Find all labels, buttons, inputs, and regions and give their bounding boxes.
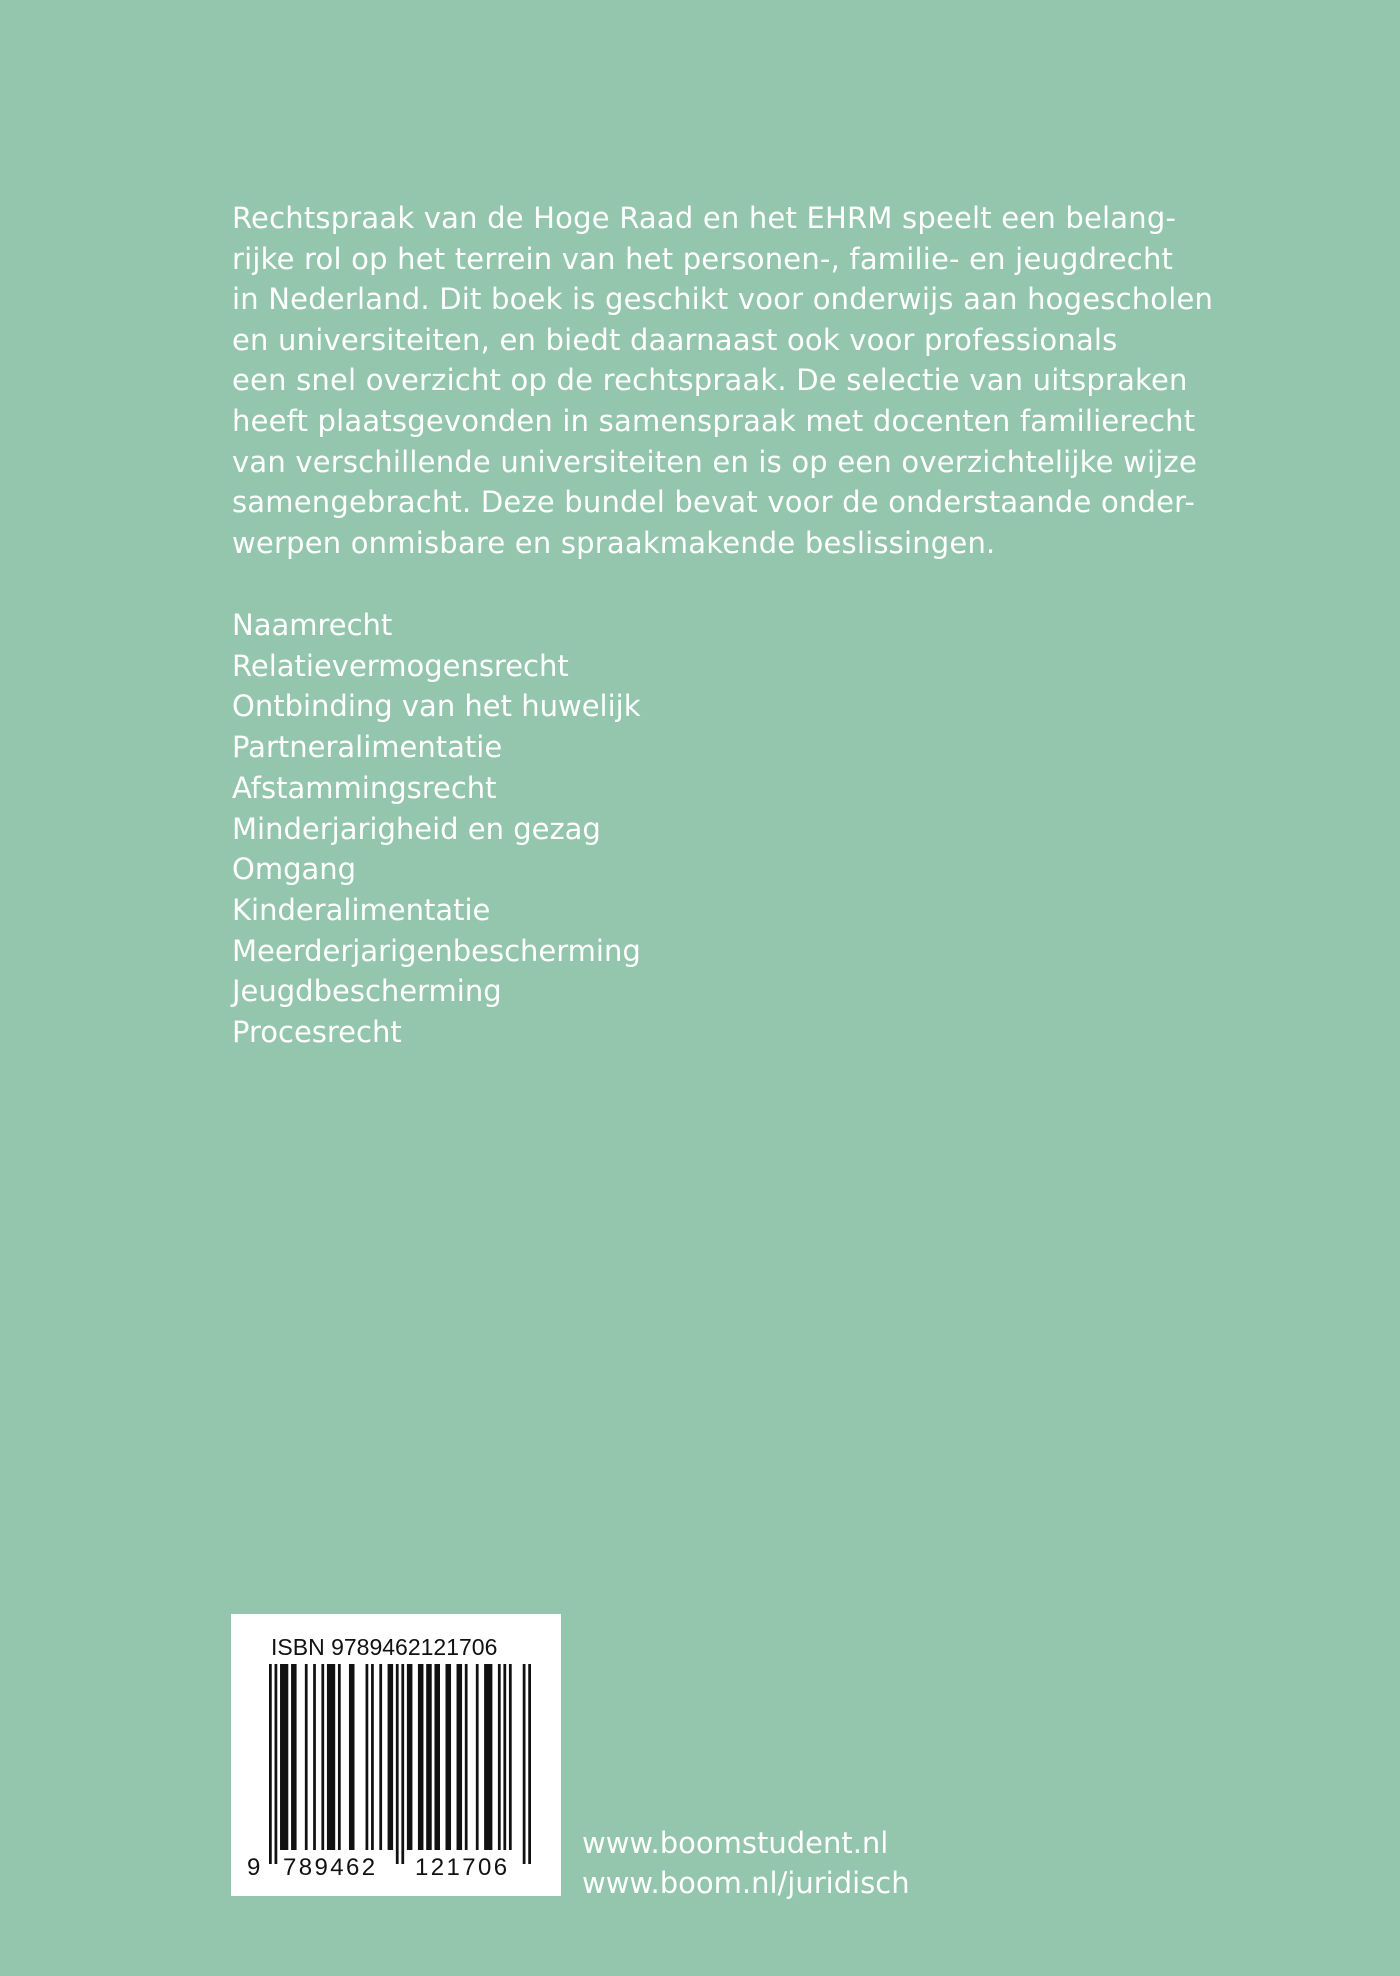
barcode-bar: [407, 1664, 413, 1850]
publisher-websites: [582, 1823, 910, 1903]
barcode-bar: [401, 1664, 404, 1864]
barcode-bar: [321, 1664, 324, 1850]
blurb-line: en universiteiten, en biedt daarnaast ook voor professionals: [232, 322, 1118, 357]
barcode-bar: [349, 1664, 355, 1850]
topic-item: Partneralimentatie: [232, 730, 503, 765]
isbn-label: ISBN 9789462121706: [271, 1634, 498, 1660]
barcode-bar: [327, 1664, 335, 1850]
barcode-bar: [528, 1664, 531, 1864]
blurb-line: van verschillende universiteiten en is op een overzichtelijke wijze: [232, 444, 1197, 479]
barcode-bar: [446, 1664, 452, 1850]
barcode-bar: [426, 1664, 432, 1850]
barcode-bar: [503, 1664, 506, 1850]
barcode-bar: [280, 1664, 288, 1850]
topic-item: Procesrecht: [232, 1015, 402, 1050]
barcode-bar: [476, 1664, 479, 1850]
topic-item: Afstammingsrecht: [232, 770, 497, 805]
isbn-barcode: [231, 1614, 561, 1896]
topic-list: [232, 605, 641, 1053]
blurb-line: rijke rol op het terrein van het personen-, familie- en jeugdrecht: [232, 241, 1174, 276]
barcode-bar: [484, 1664, 492, 1850]
topic-item: Minderjarigheid en gezag: [232, 811, 601, 846]
barcode-bar: [371, 1664, 374, 1850]
barcode-bar: [275, 1664, 278, 1864]
barcode-bar: [434, 1664, 440, 1850]
blurb-line: in Nederland. Dit boek is geschikt voor onderwijs aan hogescholen: [232, 282, 1214, 317]
barcode-digits-left: 789462: [283, 1854, 378, 1881]
topic-item: Naamrecht: [232, 608, 393, 642]
topic-item: Ontbinding van het huwelijk: [232, 689, 641, 724]
topic-item: Kinderalimentatie: [232, 892, 491, 927]
barcode-bar: [523, 1664, 526, 1864]
topic-item: Omgang: [232, 852, 357, 887]
blurb-line: samengebracht. Deze bundel bevat voor de onderstaande onder-: [232, 485, 1196, 520]
barcode-digits: [247, 1854, 552, 1882]
barcode-bar: [313, 1664, 316, 1850]
barcode-bar: [388, 1664, 394, 1850]
blurb-line: Rechtspraak van de Hoge Raad en het EHRM speelt een belang-: [232, 201, 1177, 235]
barcode-bar: [509, 1664, 512, 1850]
blurb-line: een snel overzicht op de rechtspraak. De selectie van uitspraken: [232, 363, 1188, 398]
topic-item: Meerderjarigenbescherming: [232, 933, 641, 968]
barcode-bar: [457, 1664, 463, 1850]
barcode-bar: [498, 1664, 501, 1850]
barcode-bar: [291, 1664, 297, 1850]
barcode-bar: [418, 1664, 424, 1850]
topic-item: Relatievermogensrecht: [232, 648, 569, 683]
barcode-bars: [269, 1664, 531, 1864]
barcode-bar: [379, 1664, 382, 1850]
barcode-bar: [269, 1664, 272, 1864]
barcode-digits-right: 121706: [415, 1854, 510, 1881]
blurb-line: heeft plaatsgevonden in samenspraak met docenten familierecht: [232, 403, 1196, 438]
barcode-digit-first: 9: [247, 1854, 263, 1881]
website-boomstudent: www.boomstudent.nl: [582, 1826, 889, 1860]
barcode-bar: [465, 1664, 468, 1850]
blurb-line: werpen onmisbare en spraakmakende beslissingen.: [232, 525, 996, 560]
barcode-bar: [338, 1664, 341, 1850]
barcode-bar: [366, 1664, 369, 1850]
website-boom-juridisch: www.boom.nl/juridisch: [582, 1866, 910, 1900]
barcode-bar: [305, 1664, 308, 1850]
blurb-paragraph: [232, 198, 1214, 563]
barcode-bar: [396, 1664, 399, 1864]
topic-item: Jeugdbescherming: [232, 974, 502, 1009]
